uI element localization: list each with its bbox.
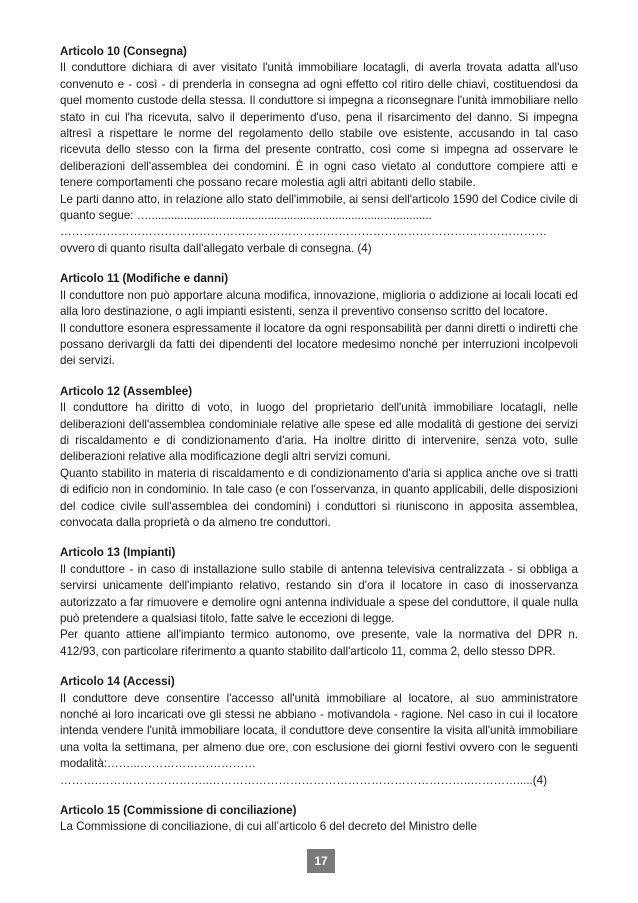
article-paragraph: Il conduttore non può apportare alcuna modifica, innovazione, miglioria o addizione ai locali locati ed alla loro destinazione, o agli impianti esistenti, senza il preventivo consenso scritto del locatore. [60,288,578,319]
article-paragraph: Il conduttore deve consentire l'accesso all'unità immobiliare al locatore, al suo amministratore nonché ai loro incaricati ove gli stessi ne abbiano - motivandola - ragione. Nel caso in cui il locatore intenda vendere l'unità immobiliare locata, il conduttore deve consentire la visita all'unità immobiliare una volta la settimana, per almeno due ore, con esclusione dei giorni festivi ovvero con le seguenti modalità:……...………………………… [60,691,578,771]
article-heading: Articolo 11 (Modifiche e danni) [60,272,229,286]
article-heading: Articolo 13 (Impianti) [60,546,176,560]
article-11 [60,271,578,369]
article-paragraph: Per quanto attiene all'impianto termico autonomo, ove presente, vale la normativa del DPR n. 412/93, con particolare riferimento a quanto stabilito dall'articolo 11, comma 2, dello stesso DPR. [60,628,578,658]
document-page [60,44,578,850]
article-paragraph: ovvero di quanto risulta dall'allegato verbale di consegna. (4) [60,241,372,255]
article-paragraph: Il conduttore esonera espressamente il locatore da ogni responsabilità per danni diretti o indiretti che possano derivargli da fatti dei dipendenti del locatore medesimo nonché per interruzioni incolpevoli dei servizi. [60,321,578,368]
article-paragraph: Il conduttore - in caso di installazione sullo stabile di antenna televisiva centralizzata - si obbliga a servirsi unicamente dell'impianto relativo, restando sin d'ora il locatore in caso di inosservanza autorizzato a far rimuovere e demolire ogni antenna individuale a spese del conduttore, il quale nulla può pretendere a qualsiasi titolo, fatte salve le eccezioni di legge. [60,562,578,625]
article-heading: Articolo 12 (Assemblee) [60,384,193,398]
article-paragraph: Il conduttore ha diritto di voto, in luogo del proprietario dell'unità immobiliare locatagli, nelle deliberazioni dell'assemblea condominiale relative alle spese ed alle modalità di gestione dei servizi di riscaldamento e di condizionamento d'aria. Ha inoltre diritto di intervenire, senza voto, sulle deliberazioni relative alla modificazione degli altri servizi comuni. [60,401,578,464]
article-15 [60,803,578,836]
article-paragraph: Quanto stabilito in materia di riscaldamento e di condizionamento d'aria si applica anche ove si tratti di edificio non in condominio. In tale caso (e con l'osservanza, in quanto applicabili, delle disposizioni del codice civile sull'assemblea dei condomini) i conduttori si riuniscono in apposita assemblea, convocata dalla proprietà o da almeno tre conduttori. [60,466,578,529]
page-number-badge: 17 [307,849,335,873]
article-10 [60,44,578,257]
article-paragraph: La Commissione di conciliazione, di cui all’articolo 6 del decreto del Ministro delle [60,820,477,834]
fill-in-line: ……….………………………..…………………………………………………………..………….....(4) [60,773,547,787]
article-heading: Articolo 14 (Accessi) [60,675,175,689]
article-heading: Articolo 10 (Consegna) [60,45,187,58]
article-paragraph: Il conduttore dichiara di aver visitato l'unità immobiliare locatagli, di averla trovata adatta all'uso convenuto e - così - di prenderla in consegna ad ogni effetto col ritiro delle chiavi, costituendosi da quel momento custode della stessa. Il conduttore si impegna a riconsegnare l'unità immobiliare nello stato in cui l'ha ricevuta, salvo il deperimento d'uso, pena il risarcimento del danno. Si impegna altresì a rispettare le norme del regolamento dello stabile ove esistente, accusando in tal caso ricevuta dello stesso con la firma del presente contratto, così come si impegna ad osservare le deliberazioni dell'assemblea dei condomini. È in ogni caso vietato al conduttore compiere atti e tenere comportamenti che possano recare molestia agli altri abitanti dello stabile. [60,61,578,190]
article-13 [60,545,578,660]
article-heading: Articolo 15 (Commissione di conciliazione) [60,804,297,818]
fill-in-line: ……………………………………………………………………………………………………………… [60,225,547,239]
article-paragraph: Le parti danno atto, in relazione allo stato dell'immobile, ai sensi dell'articolo 1590 del Codice civile di quanto segue: …........................................................................................ [60,192,578,223]
article-12 [60,384,578,532]
article-14 [60,674,578,789]
